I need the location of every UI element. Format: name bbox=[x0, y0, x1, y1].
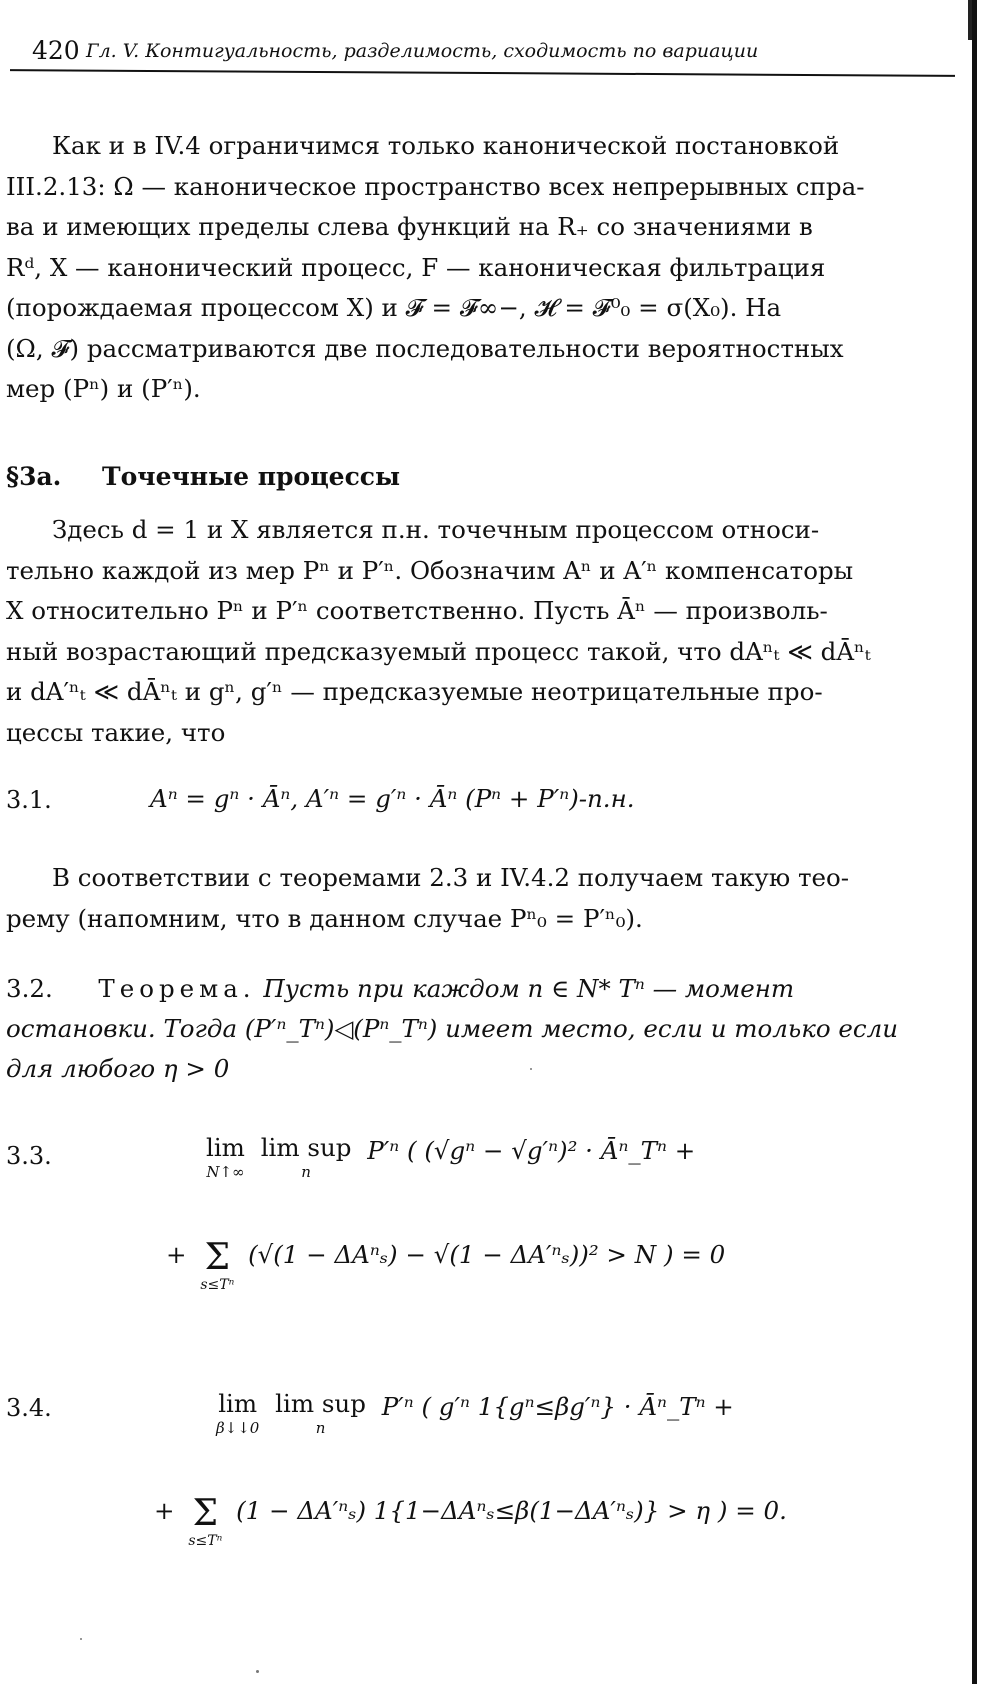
sum-operator: Σ s≤Tⁿ bbox=[200, 1237, 235, 1293]
section-number: §3a. bbox=[6, 462, 62, 491]
limsup-operator: lim sup n bbox=[260, 1133, 352, 1181]
scan-speck bbox=[530, 1068, 532, 1070]
equation-3-4-row-1 bbox=[216, 1389, 734, 1437]
intro-paragraph bbox=[6, 126, 952, 410]
text-line: (порождаемая процессом X) и 𝓕 = 𝓕∞−, 𝓗 = 𝓕⁰₀ = σ(X₀). На bbox=[6, 293, 782, 322]
scan-speck bbox=[80, 1638, 82, 1640]
theorem-text: Пусть при каждом n ∈ N* Tⁿ — момент bbox=[263, 974, 795, 1003]
text-line: (Ω, 𝓕) рассматриваются две последовательности вероятностных bbox=[6, 333, 844, 363]
plus-sign: + bbox=[166, 1240, 187, 1269]
limit-operator: lim β↓↓0 bbox=[216, 1389, 260, 1437]
equation-3-4-row-2 bbox=[154, 1493, 787, 1549]
scan-speck bbox=[256, 1670, 259, 1673]
formula-body: P′ⁿ ( (√gⁿ − √g′ⁿ)² · Āⁿ_Tⁿ + bbox=[367, 1136, 696, 1165]
sum-operator: Σ s≤Tⁿ bbox=[188, 1493, 223, 1549]
limit-operator: lim N↑∞ bbox=[206, 1133, 245, 1181]
equation-3-1: Aⁿ = gⁿ · Āⁿ, A′ⁿ = g′ⁿ · Āⁿ (Pⁿ + P′ⁿ)-п.н. bbox=[150, 784, 635, 813]
text-line: мер (Pⁿ) и (P′ⁿ). bbox=[6, 374, 201, 403]
theorem-number: 3.2. bbox=[6, 974, 53, 1003]
equation-number: 3.4. bbox=[6, 1394, 52, 1422]
text-line: и dA′ⁿₜ ≪ dĀⁿₜ и gⁿ, g′ⁿ — предсказуемые неотрицательные про- bbox=[6, 677, 823, 706]
formula-body: (√(1 − ΔAⁿₛ) − √(1 − ΔA′ⁿₛ))² > N ) = 0 bbox=[248, 1240, 726, 1269]
section-paragraph bbox=[6, 510, 952, 753]
after-equation-paragraph bbox=[6, 858, 952, 939]
section-heading bbox=[6, 462, 400, 491]
text-line: Rᵈ, X — канонический процесс, F — каноническая фильтрация bbox=[6, 252, 826, 282]
text-line: ный возрастающий предсказуемый процесс такой, что dAⁿₜ ≪ dĀⁿₜ bbox=[6, 636, 871, 666]
equation-3-3-row-1 bbox=[206, 1133, 696, 1181]
section-title: Точечные процессы bbox=[102, 462, 401, 491]
theorem-text: остановки. Тогда (P′ⁿ_Tⁿ)◁(Pⁿ_Tⁿ) имеет место, если и только если bbox=[6, 1014, 898, 1043]
equation-number: 3.1. bbox=[6, 786, 52, 814]
equation-number: 3.3. bbox=[6, 1142, 52, 1170]
formula-body: P′ⁿ ( g′ⁿ 1{gⁿ≤βg′ⁿ} · Āⁿ_Tⁿ + bbox=[381, 1392, 734, 1421]
theorem-label: Теорема. bbox=[98, 974, 256, 1003]
theorem-text: для любого η > 0 bbox=[6, 1054, 230, 1083]
text-line: рему (напомним, что в данном случае Pⁿ₀ = P′ⁿ₀). bbox=[6, 903, 643, 933]
formula-body: (1 − ΔA′ⁿₛ) 1{1−ΔAⁿₛ≤β(1−ΔA′ⁿₛ)} > η ) = 0. bbox=[236, 1496, 787, 1525]
theorem-line bbox=[6, 974, 794, 1003]
text-line: Как и в IV.4 ограничимся только канонической постановкой bbox=[52, 131, 840, 160]
limsup-operator: lim sup n bbox=[275, 1389, 366, 1437]
scan-edge bbox=[972, 0, 977, 1684]
text-line: Здесь d = 1 и X является п.н. точечным процессом относи- bbox=[52, 515, 820, 544]
equation-3-3-row-2 bbox=[166, 1237, 726, 1293]
text-line: ва и имеющих пределы слева функций на R₊ со значениями в bbox=[6, 212, 813, 241]
page-number: 420 bbox=[32, 36, 80, 65]
text-line: III.2.13: Ω — каноническое пространство всех непрерывных спра- bbox=[6, 171, 865, 201]
text-line: тельно каждой из мер Pⁿ и P′ⁿ. Обозначим Aⁿ и A′ⁿ компенсаторы bbox=[6, 555, 854, 585]
running-title: Гл. V. Контигуальность, разделимость, сходимость по вариации bbox=[86, 40, 759, 62]
text-line: X относительно Pⁿ и P′ⁿ соответственно. Пусть Āⁿ — произволь- bbox=[6, 596, 828, 625]
plus-sign: + bbox=[154, 1496, 175, 1525]
page-header bbox=[6, 34, 946, 74]
text-line: цессы такие, что bbox=[6, 717, 226, 747]
text-line: В соответствии с теоремами 2.3 и IV.4.2 получаем такую тео- bbox=[52, 863, 850, 892]
